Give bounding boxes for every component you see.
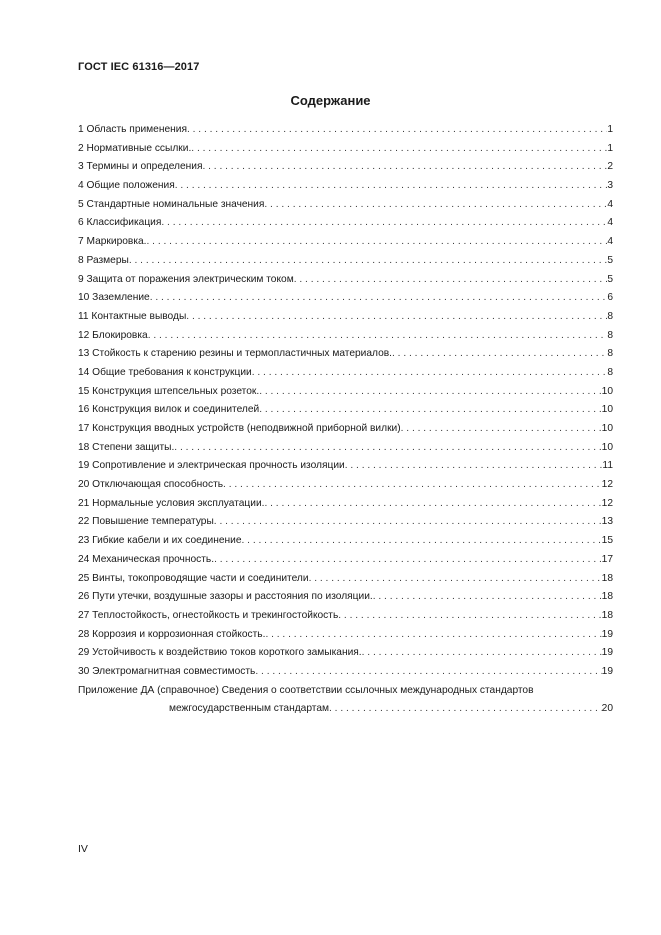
- toc-entry-title: 17 Конструкция вводных устройств (неподвижной приборной вилки): [78, 423, 401, 434]
- toc-entry-title: 24 Механическая прочность.: [78, 553, 215, 565]
- leader-dots: [401, 420, 602, 439]
- toc-entry-page: 10: [601, 441, 613, 453]
- toc-entry-title: 10 Заземление: [78, 292, 150, 304]
- toc-entry-page: 13: [601, 516, 613, 528]
- toc-entry-title: 9 Защита от поражения электрическим током: [78, 273, 294, 285]
- leader-dots: [294, 271, 608, 290]
- toc-entry-title: 16 Конструкция вилок и соединителей: [78, 404, 260, 416]
- toc-entry: [78, 607, 613, 626]
- leader-dots: [175, 177, 608, 196]
- leader-dots: [259, 401, 601, 420]
- toc-entry-page: 2: [607, 161, 613, 173]
- leader-dots: [202, 158, 607, 177]
- leader-dots: [264, 495, 601, 514]
- toc-entry: [78, 513, 613, 532]
- toc-entry-title: 18 Степени защиты.: [78, 441, 175, 453]
- leader-dots: [242, 532, 602, 551]
- toc-entry: [78, 177, 613, 196]
- leader-dots: [148, 327, 608, 346]
- toc-entry: [78, 457, 613, 476]
- leader-dots: [174, 439, 601, 458]
- toc-entry: [78, 551, 613, 570]
- leader-dots: [338, 607, 601, 626]
- toc-entry: [78, 140, 613, 159]
- toc-entries: [78, 121, 613, 682]
- toc-entry: [78, 626, 613, 645]
- leader-dots: [265, 626, 601, 645]
- leader-dots: [150, 289, 608, 308]
- toc-entry-title: 27 Теплостойкость, огнестойкость и трекингостойкость: [78, 609, 339, 621]
- toc-entry-title: 26 Пути утечки, воздушные зазоры и расстояния по изоляции.: [78, 591, 373, 603]
- toc-entry-page: 19: [601, 628, 613, 640]
- toc-entry: [78, 158, 613, 177]
- toc-entry: [78, 476, 613, 495]
- toc-entry-page: 4: [607, 198, 613, 210]
- toc-entry: [78, 196, 613, 215]
- leader-dots: [309, 570, 602, 589]
- toc-entry-title: 11 Контактные выводы: [78, 310, 187, 322]
- toc-entry-page: 4: [607, 217, 613, 229]
- toc-entry-title: 13 Стойкость к старению резины и термопластичных материалов.: [78, 348, 393, 360]
- toc-entry: [78, 121, 613, 140]
- leader-dots: [147, 233, 608, 252]
- toc-entry-title: 20 Отключающая способность: [78, 479, 224, 491]
- leader-dots: [373, 588, 602, 607]
- leader-dots: [223, 476, 602, 495]
- toc-entry-title: 14 Общие требования к конструкции: [78, 366, 252, 378]
- appendix-title-line2-row: [78, 700, 613, 719]
- toc-entry-page: 6: [607, 292, 613, 304]
- toc-entry-title: 3 Термины и определения: [78, 161, 203, 173]
- document-header: ГОСТ IEC 61316—2017: [78, 61, 200, 73]
- toc-entry: [78, 364, 613, 383]
- toc-entry-title: 25 Винты, токопроводящие части и соединители: [78, 572, 309, 584]
- toc-entry-title: 30 Электромагнитная совместимость: [78, 665, 256, 677]
- leader-dots: [214, 513, 602, 532]
- toc-entry: [78, 233, 613, 252]
- toc-entry-title: 23 Гибкие кабели и их соединение: [78, 535, 242, 547]
- toc-entry-page: 3: [607, 180, 613, 192]
- toc-entry: [78, 644, 613, 663]
- toc-entry-title: 8 Размеры: [78, 254, 129, 266]
- toc-entry: [78, 532, 613, 551]
- toc-entry: [78, 271, 613, 290]
- toc-entry: [78, 570, 613, 589]
- toc-entry: [78, 439, 613, 458]
- table-of-contents: [78, 121, 613, 719]
- toc-entry-page: 5: [607, 273, 613, 285]
- leader-dots: [187, 121, 607, 140]
- toc-title: Содержание: [290, 93, 371, 108]
- leader-dots: [264, 196, 607, 215]
- toc-entry: [78, 588, 613, 607]
- toc-entry-page: 18: [601, 572, 613, 584]
- toc-entry-page: 8: [607, 329, 613, 341]
- toc-entry-title: 1 Область применения: [78, 124, 187, 135]
- leader-dots: [252, 364, 608, 383]
- toc-entry-page: 10: [601, 423, 613, 434]
- toc-entry-title: 29 Устойчивость к воздействию токов короткого замыкания.: [78, 647, 362, 659]
- toc-entry-page: 10: [601, 385, 613, 397]
- toc-entry-page: 8: [607, 310, 613, 322]
- toc-entry: [78, 308, 613, 327]
- leader-dots: [329, 700, 602, 719]
- toc-entry-page: 19: [601, 647, 613, 659]
- toc-entry: [78, 420, 613, 439]
- toc-entry-page: 8: [607, 348, 613, 360]
- toc-entry-page: 15: [601, 535, 613, 547]
- toc-entry-title: 15 Конструкция штепсельных розеток.: [78, 385, 260, 397]
- toc-entry-title: 2 Нормативные ссылки.: [78, 142, 192, 154]
- toc-entry: [78, 663, 613, 682]
- toc-entry-page: 18: [601, 591, 613, 603]
- toc-entry: [78, 214, 613, 233]
- toc-entry-page: 12: [601, 479, 613, 491]
- toc-entry-page: 17: [601, 553, 613, 565]
- toc-entry-page: 5: [607, 254, 613, 266]
- toc-entry-title: 19 Сопротивление и электрическая прочность изоляции: [78, 460, 345, 472]
- appendix-title-line2: межгосударственным стандартам: [169, 703, 329, 715]
- toc-entry-title: 6 Классификация: [78, 217, 162, 229]
- leader-dots: [186, 308, 607, 327]
- leader-dots: [392, 345, 607, 364]
- appendix-title-line1: Приложение ДА (справочное) Сведения о соответствии ссылочных международных стандартов: [78, 684, 534, 696]
- leader-dots: [255, 663, 601, 682]
- page-number: IV: [78, 843, 88, 855]
- toc-entry-title: 28 Коррозия и коррозионная стойкость.: [78, 628, 266, 640]
- toc-entry: [78, 327, 613, 346]
- toc-entry-page: 18: [601, 609, 613, 621]
- appendix-page-number: 20: [601, 703, 613, 715]
- leader-dots: [214, 551, 602, 570]
- toc-entry-page: 19: [601, 665, 613, 677]
- toc-appendix: [78, 682, 613, 719]
- toc-entry-page: 4: [607, 236, 613, 248]
- toc-entry-title: 22 Повышение температуры: [78, 516, 214, 528]
- leader-dots: [345, 457, 603, 476]
- leader-dots: [259, 383, 601, 402]
- toc-entry: [78, 252, 613, 271]
- toc-entry-title: 5 Стандартные номинальные значения: [78, 198, 265, 210]
- toc-entry: [78, 345, 613, 364]
- toc-entry: [78, 495, 613, 514]
- toc-entry: [78, 401, 613, 420]
- toc-entry: [78, 383, 613, 402]
- toc-entry-page: 1: [607, 142, 613, 154]
- toc-entry-title: 21 Нормальные условия эксплуатации.: [78, 497, 265, 509]
- toc-entry-page: 12: [601, 497, 613, 509]
- leader-dots: [129, 252, 607, 271]
- leader-dots: [161, 214, 607, 233]
- leader-dots: [362, 644, 602, 663]
- toc-entry-title: 12 Блокировка: [78, 329, 148, 341]
- toc-entry-title: 4 Общие положения: [78, 180, 175, 192]
- leader-dots: [191, 140, 607, 159]
- toc-entry-page: 1: [607, 124, 613, 135]
- toc-entry: [78, 289, 613, 308]
- toc-entry-title: 7 Маркировка.: [78, 236, 147, 248]
- toc-entry-page: 11: [602, 460, 613, 472]
- toc-entry-page: 10: [601, 404, 613, 416]
- toc-entry-page: 8: [607, 366, 613, 378]
